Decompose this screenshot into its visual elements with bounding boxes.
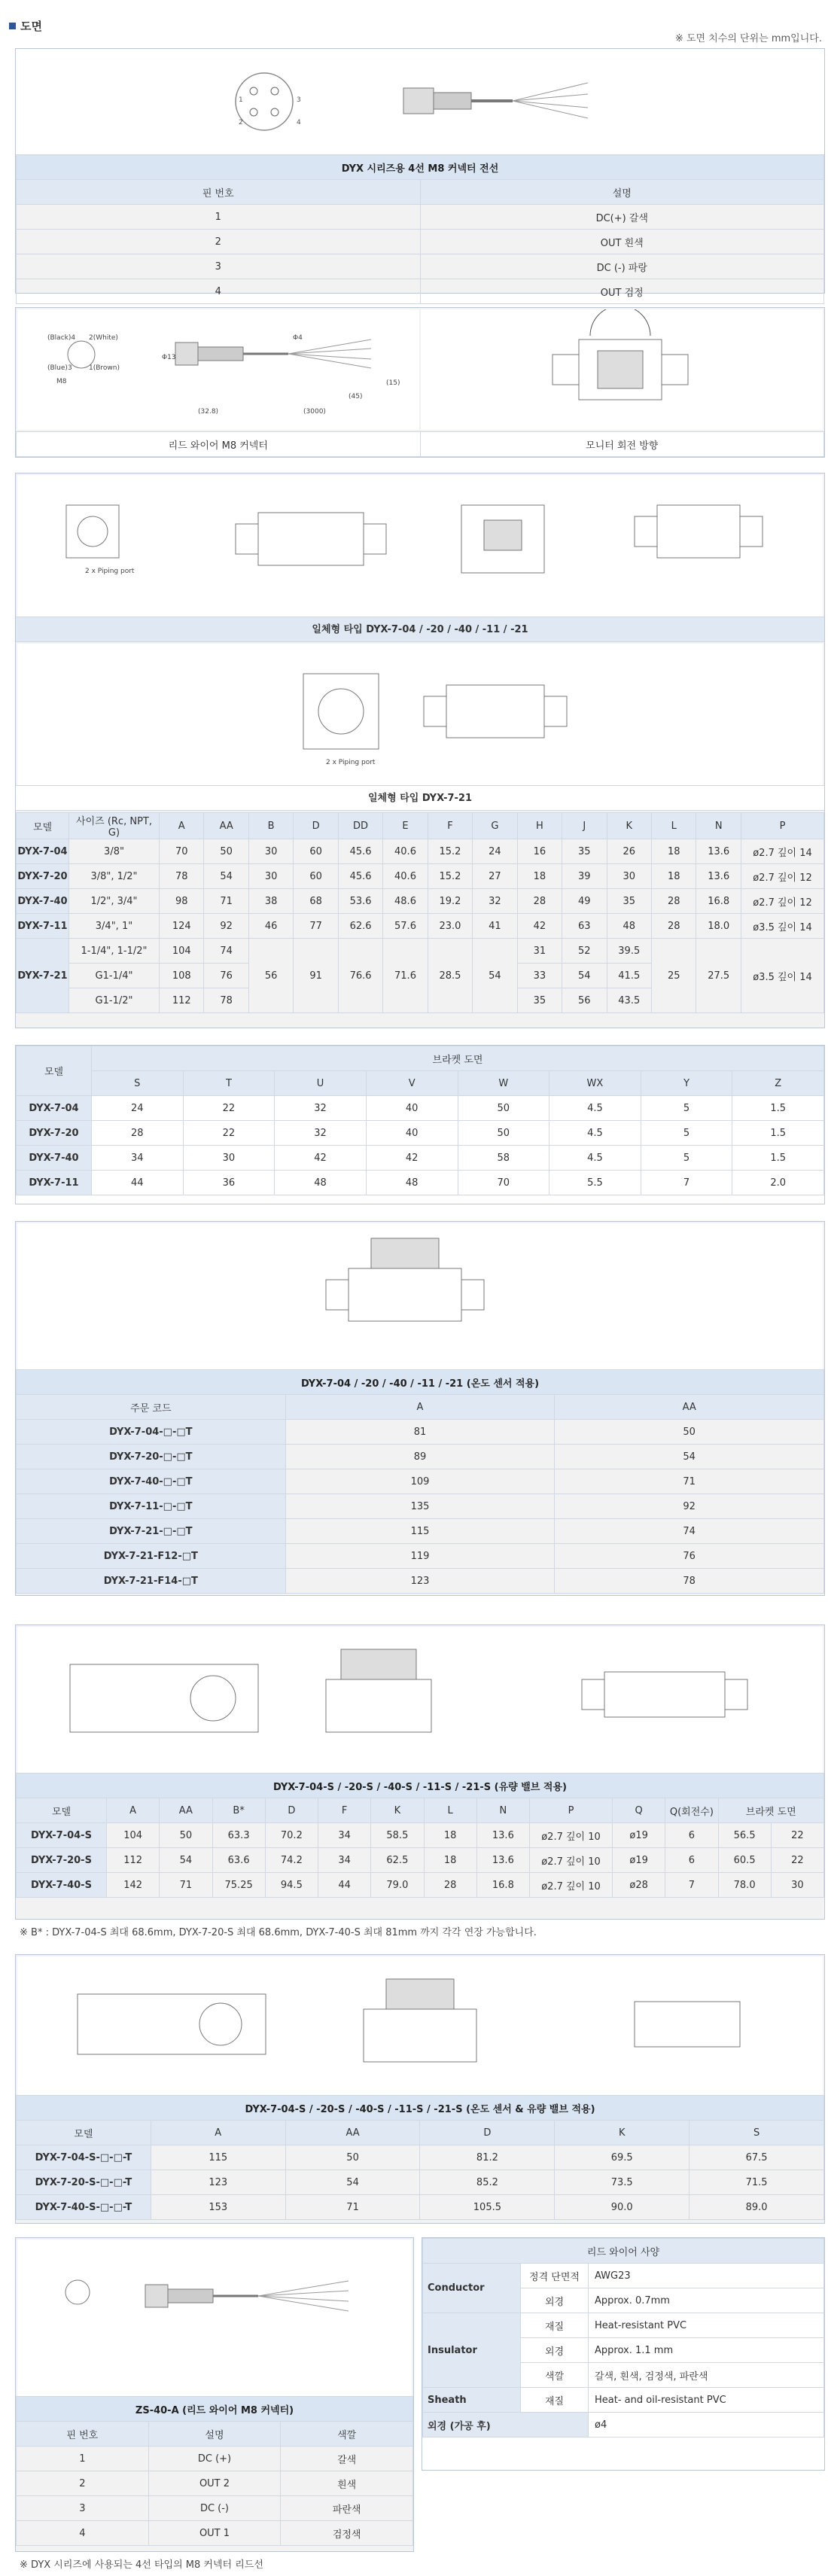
svg-text:2 x Piping port: 2 x Piping port <box>85 568 135 575</box>
table-row: DYX-7-21-F12-□T 119 76 <box>17 1544 824 1569</box>
integral-21-drawing <box>17 644 823 785</box>
table-row: DYX-7-11 3/4", 1" 124 92 46 77 62.6 57.6 23.0 41 42 63 48 28 18.0 ø3.5 깊이 14 <box>17 914 824 939</box>
temp-valve-panel <box>15 1954 825 2224</box>
svg-text:Φ13: Φ13 <box>162 354 176 361</box>
table-row: DYX-7-20 3/8", 1/2" 78 54 30 60 45.6 40.6 15.2 27 18 39 30 18 13.6 ø2.7 깊이 12 <box>17 864 824 889</box>
table-row: 2 OUT 흰색 <box>17 230 824 254</box>
table-row: DYX-7-04-□-□T 81 50 <box>17 1420 824 1445</box>
svg-text:2 x Piping port: 2 x Piping port <box>326 759 376 766</box>
bracket-caption: 브라켓 도면 <box>92 1046 824 1071</box>
lead-caption: 리드 와이어 M8 커넥터 <box>17 432 421 457</box>
table-row: 3 DC (-) 파란색 <box>17 2496 413 2521</box>
table-row: DYX-7-20 28 22 32 40 50 4.5 5 1.5 <box>17 1121 824 1146</box>
table-row: DYX-7-04-S-□-□-T 115 50 81.2 69.5 67.5 <box>17 2145 824 2170</box>
svg-text:(Blue)3: (Blue)3 <box>47 364 72 372</box>
col-desc: 설명 <box>420 180 824 205</box>
svg-text:(3000): (3000) <box>303 408 326 416</box>
integral-panel <box>15 473 825 1028</box>
table-row: 4 OUT 검정 <box>17 279 824 304</box>
zs-caption: ZS-40-A (리드 와이어 M8 커넥터) <box>17 2397 413 2422</box>
svg-text:(32.8): (32.8) <box>198 408 219 416</box>
col-pin: 핀 번호 <box>17 180 421 205</box>
unit-note: ※ 도면 치수의 단위는 mm입니다. <box>674 33 822 44</box>
svg-text:2(White): 2(White) <box>89 334 118 342</box>
zs-drawing <box>17 2240 412 2396</box>
table-row: 2 OUT 2 흰색 <box>17 2471 413 2496</box>
table-row: DYX-7-04 3/8" 70 50 30 60 45.6 40.6 15.2 24 16 35 26 18 13.6 ø2.7 깊이 14 <box>17 839 824 864</box>
temp-panel <box>15 1221 825 1596</box>
table-row: DYX-7-11 44 36 48 48 70 5.5 7 2.0 <box>17 1171 824 1195</box>
table-row: DYX-7-04-S 104 50 63.3 70.2 34 58.5 18 13.6 ø2.7 깊이 10 ø19 6 56.5 22 <box>17 1823 824 1848</box>
valve-panel <box>15 1624 825 1920</box>
svg-text:3: 3 <box>297 96 301 104</box>
svg-text:(45): (45) <box>349 393 363 400</box>
svg-text:(15): (15) <box>386 379 400 387</box>
table-row: DYX-7-20-S 112 54 63.6 74.2 34 62.5 18 13.6 ø2.7 깊이 10 ø19 6 60.5 22 <box>17 1848 824 1873</box>
integral-drawing <box>17 475 823 617</box>
valve-table: DYX-7-04-S / -20-S / -40-S / -11-S / -21-S (유량 밸브 적용) 모델 A AA B* D F K L N P Q Q(회전수) 브라켓 도면 DYX-7-04-S 104 50 63.3 70.2 34 58.5 18 13.6 ø2.7 깊이 10 ø19 6 56.5 22 DYX-7-20-S 112 54 63.6 74.2 34 62.5 18 13.6 ø2.7 깊이 10 ø19 6 60.5 22 DYX-7-40-S 142 71 75.25 94.5 44 79.0 28 16.8 ø2.7 깊이 10 ø28 7 78.0 30 <box>16 1773 824 1898</box>
temp-valve-drawing <box>17 1956 823 2096</box>
table-row: G1-1/4" 108 76 33 54 41.5 <box>17 964 824 988</box>
temp-caption: DYX-7-04 / -20 / -40 / -11 / -21 (온도 센서 적용) <box>17 1370 824 1395</box>
svg-text:4: 4 <box>297 119 301 126</box>
lead-wire-drawing <box>17 309 419 430</box>
svg-text:1(Brown): 1(Brown) <box>89 364 120 372</box>
table-row: 4 OUT 1 검정색 <box>17 2521 413 2546</box>
valve-drawing <box>17 1627 823 1774</box>
table-row: DYX-7-40-S-□-□-T 153 71 105.5 90.0 89.0 <box>17 2195 824 2220</box>
bullet-icon <box>9 23 16 29</box>
svg-text:(Black)4: (Black)4 <box>47 334 76 342</box>
zs-table: ZS-40-A (리드 와이어 M8 커넥터) 핀 번호 설명 색깔 1 DC (+) 갈색 2 OUT 2 흰색 3 DC (-) 파란색 4 OUT 1 검정색 <box>16 2396 413 2546</box>
table-row: DYX-7-40-S 142 71 75.25 94.5 44 79.0 28 16.8 ø2.7 깊이 10 ø28 7 78.0 30 <box>17 1873 824 1898</box>
connector-table <box>16 154 824 304</box>
svg-text:Φ4: Φ4 <box>293 334 303 342</box>
table-row: 1 DC(+) 갈색 <box>17 205 824 230</box>
table-row: DYX-7-21 1-1/4", 1-1/2" 104 74 56 91 76.6 71.6 28.5 54 31 52 39.5 25 27.5 ø3.5 깊이 14 <box>17 939 824 964</box>
table-row: DYX-7-40-□-□T 109 71 <box>17 1469 824 1494</box>
table-row: 3 DC (-) 파랑 <box>17 254 824 279</box>
table-row: DYX-7-40 34 30 42 42 58 4.5 5 1.5 <box>17 1146 824 1171</box>
main-dimension-table: 모델 사이즈 (Rc, NPT, G) A AA B D DD E F G H J K L N P DYX-7-04 3/8" 70 50 30 60 45.6 40.6 15.2 24 16 35 26 18 13.6 ø2.7 깊이 14 DYX-7-20 3/8", 1/2" 78 54 30 60 45.6 40.6 15.2 27 18 39 30 18 13.6 ø2.7 깊이 12 DYX-7-40 1/2", 3/4" 98 71 38 68 53.6 48.6 19.2 32 28 49 35 28 16.8 ø2.7 깊이 12 DYX-7-11 3/4", 1" 124 92 46 77 62.6 57.6 23.0 41 42 63 48 28 18.0 ø3.5 깊이 14 DYX-7-21 1-1/4", 1-1/2" 104 74 56 91 76.6 71.6 28.5 54 31 52 39.5 25 27.5 ø3.5 깊이 14 G1-1/4" 108 76 33 54 41.5 G1-1/2" 112 78 35 56 43.5 <box>16 812 824 1013</box>
temp-valve-caption: DYX-7-04-S / -20-S / -40-S / -11-S / -21-S (온도 센서 & 유량 밸브 적용) <box>17 2096 824 2121</box>
spec-panel: 리드 와이어 사양 Conductor 정격 단면적 AWG23 외경 Approx. 0.7mm Insulator 재질 Heat-resistant PVC 외경 Approx. 1.1 mm 색깔 갈색, 흰색, 검정색, 파란색 Sheath 재질 Heat- and oil-resistant PVC 외경 (가공 후) ø4 <box>422 2237 825 2471</box>
integral-caption: 일체형 타입 DYX-7-04 / -20 / -40 / -11 / -21 <box>16 617 824 642</box>
connector-drawing <box>16 49 824 154</box>
table-row: 1 DC (+) 갈색 <box>17 2447 413 2471</box>
connector-panel <box>15 48 825 299</box>
spec-caption: 리드 와이어 사양 <box>423 2239 824 2264</box>
svg-text:M8: M8 <box>56 378 67 385</box>
table-row: DYX-7-11-□-□T 135 92 <box>17 1494 824 1519</box>
svg-text:2: 2 <box>239 119 243 126</box>
valve-note: ※ B* : DYX-7-04-S 최대 68.6mm, DYX-7-20-S 최대 68.6mm, DYX-7-40-S 최대 81mm 까지 각각 연장 가능합니다. <box>20 1927 537 1938</box>
table-row: DYX-7-20-□-□T 89 54 <box>17 1445 824 1469</box>
temp-table: DYX-7-04 / -20 / -40 / -11 / -21 (온도 센서 적용) 주문 코드 A AA DYX-7-04-□-□T 81 50 DYX-7-20-□-□T 89 54 DYX-7-40-□-□T 109 71 DYX-7-11-□-□T 135 92 DYX-7-21-□-□T 115 74 DYX-7-21-F12-□T 119 76 DYX-7-21-F14-□T 123 78 <box>16 1369 824 1594</box>
monitor-rotation-drawing <box>421 309 823 430</box>
bracket-panel: 모델 브라켓 도면 S T U V W WX Y Z DYX-7-04 24 22 32 40 50 4.5 5 1.5 DYX-7-20 28 22 32 40 50 4.5 5 1.5 DYX-7-40 34 30 42 42 58 4.5 5 1.5 DYX-7-11 44 36 48 48 70 5.5 7 2.0 <box>15 1045 825 1204</box>
temp-sensor-drawing <box>17 1223 823 1369</box>
temp-valve-table: DYX-7-04-S / -20-S / -40-S / -11-S / -21-S (온도 센서 & 유량 밸브 적용) 모델 A AA D K S DYX-7-04-S-□-□-T 115 50 81.2 69.5 67.5 DYX-7-20-S-□-□-T 123 54 85.2 73.5 71.5 DYX-7-40-S-□-□-T 153 71 105.5 90.0 89.0 <box>16 2095 824 2220</box>
zs-panel <box>15 2237 414 2552</box>
valve-caption: DYX-7-04-S / -20-S / -40-S / -11-S / -21-S (유량 밸브 적용) <box>17 1774 824 1798</box>
table-row: DYX-7-20-S-□-□-T 123 54 85.2 73.5 71.5 <box>17 2170 824 2195</box>
footer-note: ※ DYX 시리즈에 사용되는 4선 타입의 M8 커넥터 리드선 <box>20 2559 263 2571</box>
page-title: 도면 <box>9 18 42 34</box>
rotation-caption: 모니터 회전 방향 <box>420 432 824 457</box>
table-row: DYX-7-04 24 22 32 40 50 4.5 5 1.5 <box>17 1096 824 1121</box>
connector-caption: DYX 시리즈용 4선 M8 커넥터 전선 <box>17 155 824 180</box>
integral-21-caption: 일체형 타입 DYX-7-21 <box>16 785 824 811</box>
table-row: DYX-7-21-F14-□T 123 78 <box>17 1569 824 1594</box>
lead-panel <box>15 307 825 458</box>
table-row: G1-1/2" 112 78 35 56 43.5 <box>17 988 824 1013</box>
table-row: DYX-7-21-□-□T 115 74 <box>17 1519 824 1544</box>
table-row: DYX-7-40 1/2", 3/4" 98 71 38 68 53.6 48.6 19.2 32 28 49 35 28 16.8 ø2.7 깊이 12 <box>17 889 824 914</box>
svg-text:1: 1 <box>239 96 243 104</box>
